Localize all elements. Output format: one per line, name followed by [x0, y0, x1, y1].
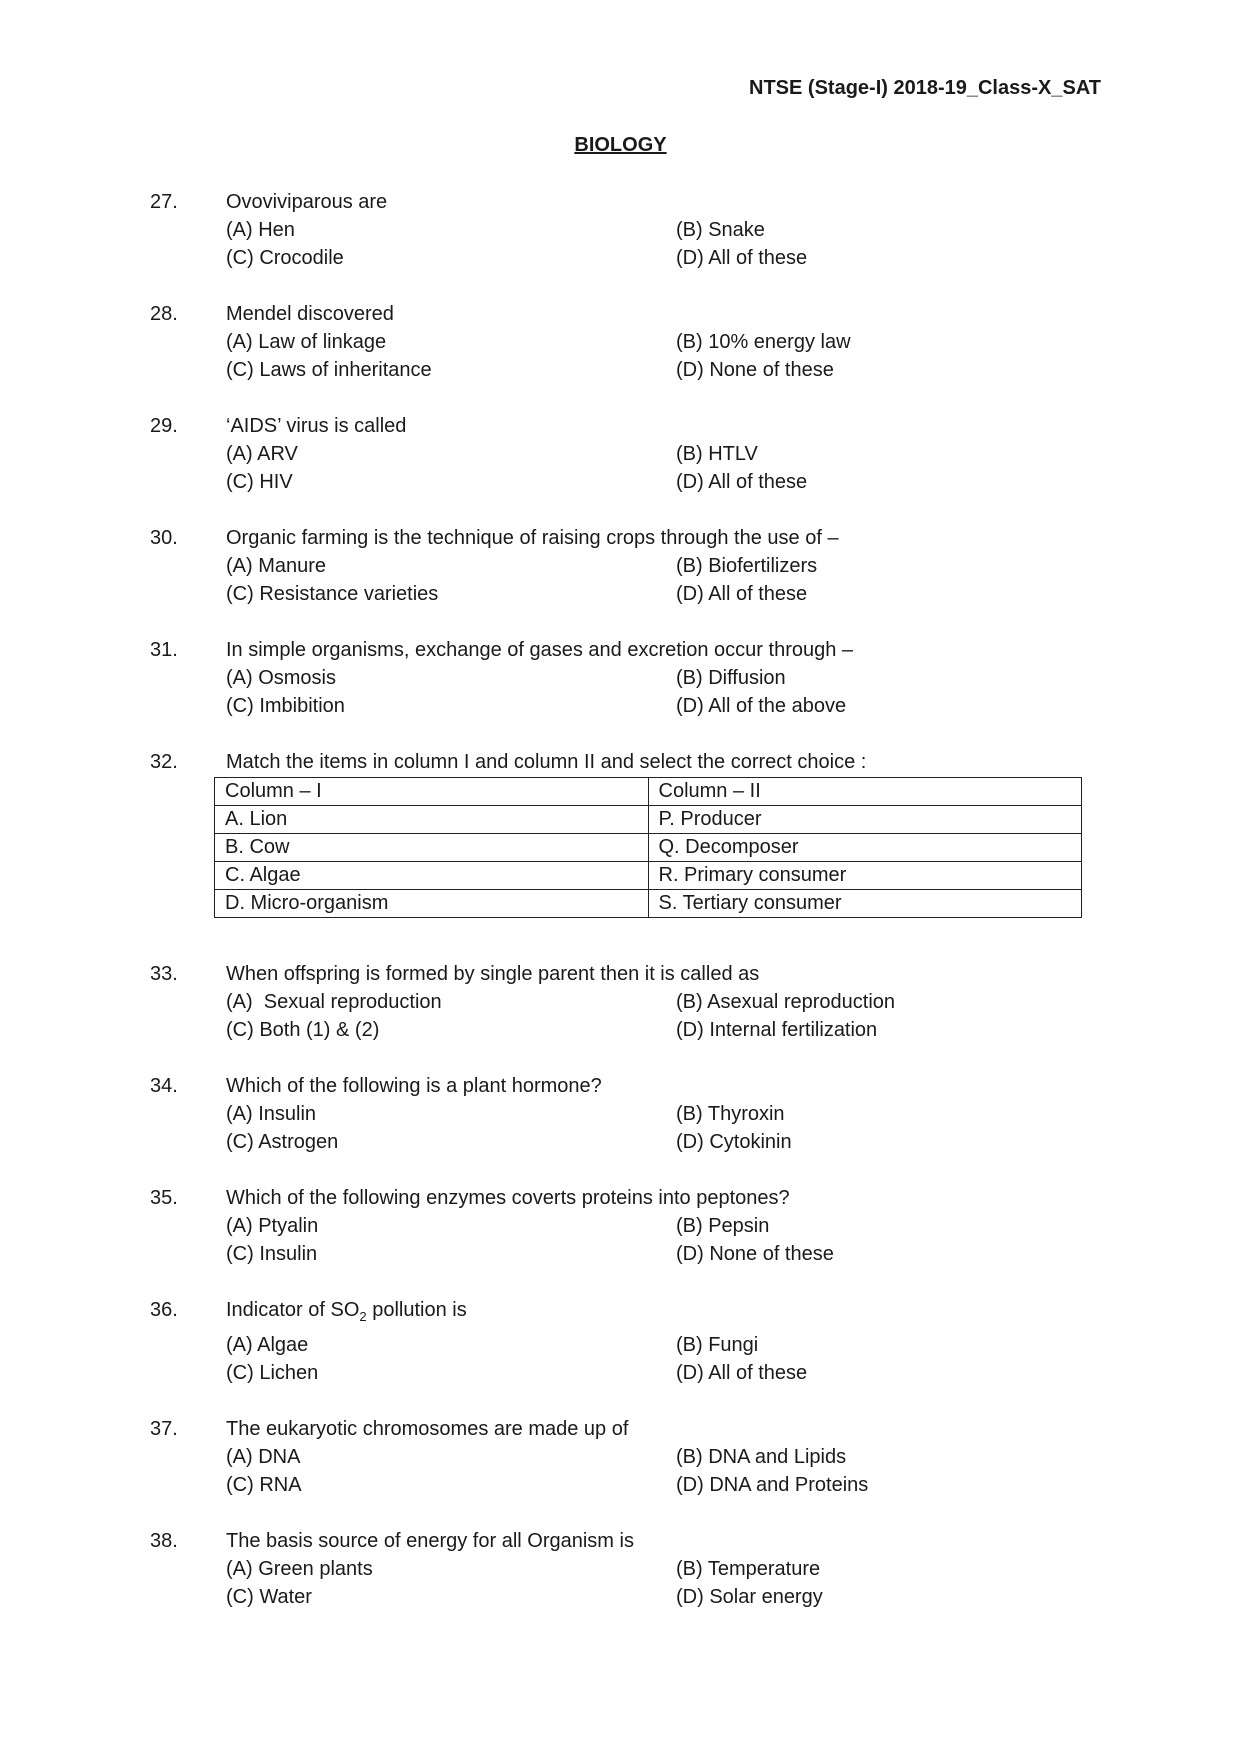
- option: (C) Water: [226, 1586, 312, 1608]
- option: (C) Both (1) & (2): [226, 1019, 380, 1041]
- question: [150, 1296, 1090, 1387]
- table-row: [215, 890, 1082, 918]
- option: (D) None of these: [676, 1243, 834, 1265]
- option: (D) None of these: [676, 359, 834, 381]
- table-header-row: [215, 778, 1082, 806]
- question-number: 30.: [150, 527, 178, 549]
- options: [226, 1443, 1090, 1499]
- page-header: NTSE (Stage-I) 2018-19_Class-X_SAT: [749, 77, 1101, 99]
- options: [226, 1555, 1090, 1611]
- table-cell: R. Primary consumer: [648, 862, 1082, 890]
- question-text: [226, 1296, 1090, 1331]
- table-cell: P. Producer: [648, 806, 1082, 834]
- table-cell: C. Algae: [215, 862, 649, 890]
- option: (A) Green plants: [226, 1558, 373, 1580]
- option: (C) Crocodile: [226, 247, 344, 269]
- question-text: The eukaryotic chromosomes are made up of: [226, 1418, 629, 1440]
- subject-heading: BIOLOGY: [574, 134, 667, 156]
- question-number: 31.: [150, 639, 178, 661]
- option: (B) HTLV: [676, 443, 758, 465]
- question-text: Which of the following is a plant hormone?: [226, 1075, 602, 1097]
- question-text: When offspring is formed by single parent then it is called as: [226, 963, 760, 985]
- option: (A) Osmosis: [226, 667, 336, 689]
- question-number: 36.: [150, 1299, 178, 1321]
- option: (A) Manure: [226, 555, 327, 577]
- option: (D) Solar energy: [676, 1586, 823, 1608]
- question-number: 32.: [150, 751, 178, 773]
- option: (C) RNA: [226, 1474, 302, 1496]
- question-list: [150, 188, 1090, 1639]
- question-number: 34.: [150, 1075, 178, 1097]
- option: (C) Insulin: [226, 1243, 318, 1265]
- option: (A) Law of linkage: [226, 331, 387, 353]
- subject-heading-wrap: [0, 131, 1241, 159]
- table-cell: A. Lion: [215, 806, 649, 834]
- question-text: Organic farming is the technique of raising crops through the use of –: [226, 527, 839, 549]
- question: [150, 524, 1090, 608]
- option: (B) Pepsin: [676, 1215, 770, 1237]
- option: (B) DNA and Lipids: [676, 1446, 847, 1468]
- table-row: [215, 806, 1082, 834]
- match-table: [214, 777, 1082, 918]
- option: (D) DNA and Proteins: [676, 1474, 869, 1496]
- question-number: 33.: [150, 963, 178, 985]
- question: [150, 636, 1090, 720]
- question-number: 28.: [150, 303, 178, 325]
- options: [226, 328, 1090, 384]
- table-cell: D. Micro-organism: [215, 890, 649, 918]
- option: (B) Biofertilizers: [676, 555, 818, 577]
- question-number: 27.: [150, 191, 178, 213]
- option: (C) Resistance varieties: [226, 583, 439, 605]
- question: [150, 1072, 1090, 1156]
- options: [226, 552, 1090, 608]
- question: [150, 300, 1090, 384]
- question: [150, 412, 1090, 496]
- option: (B) Fungi: [676, 1334, 759, 1356]
- option: (C) Imbibition: [226, 695, 345, 717]
- question-number: 38.: [150, 1530, 178, 1552]
- option: (B) Thyroxin: [676, 1103, 785, 1125]
- question-text: In simple organisms, exchange of gases and excretion occur through –: [226, 639, 854, 661]
- question-text: Ovoviviparous are: [226, 191, 388, 213]
- question-number: 35.: [150, 1187, 178, 1209]
- options: [226, 216, 1090, 272]
- question: [150, 960, 1090, 1044]
- option: (B) Temperature: [676, 1558, 821, 1580]
- table-row: [215, 834, 1082, 862]
- question-number: 37.: [150, 1418, 178, 1440]
- question-text: Mendel discovered: [226, 303, 394, 325]
- option: (A) Sexual reproduction: [226, 991, 442, 1013]
- option: (D) Cytokinin: [676, 1131, 792, 1153]
- table-cell: B. Cow: [215, 834, 649, 862]
- options: [226, 440, 1090, 496]
- question: [150, 1184, 1090, 1268]
- option: (C) Astrogen: [226, 1131, 339, 1153]
- match-question: [150, 748, 1090, 918]
- option: (B) 10% energy law: [676, 331, 851, 353]
- question-number: 29.: [150, 415, 178, 437]
- option: (A) Insulin: [226, 1103, 317, 1125]
- table-cell: Column – II: [648, 778, 1082, 806]
- option: (C) Lichen: [226, 1362, 319, 1384]
- question-text: ‘AIDS’ virus is called: [226, 415, 407, 437]
- option: (A) Ptyalin: [226, 1215, 319, 1237]
- question: [150, 1415, 1090, 1499]
- option: (B) Snake: [676, 219, 765, 241]
- option: (A) Hen: [226, 219, 295, 241]
- options: [226, 988, 1090, 1044]
- question-text: Which of the following enzymes coverts proteins into peptones?: [226, 1187, 790, 1209]
- option: (B) Asexual reproduction: [676, 991, 896, 1013]
- option: (A) DNA: [226, 1446, 301, 1468]
- option: (D) All of the above: [676, 695, 847, 717]
- question-text-part: Indicator of SO: [226, 1299, 360, 1321]
- question-text: The basis source of energy for all Organism is: [226, 1530, 634, 1552]
- option: (A) Algae: [226, 1334, 309, 1356]
- question: [150, 1527, 1090, 1611]
- subscript: 2: [359, 1309, 367, 1324]
- option: (D) All of these: [676, 471, 808, 493]
- option: (C) Laws of inheritance: [226, 359, 432, 381]
- options: [226, 1331, 1090, 1387]
- option: (D) All of these: [676, 1362, 808, 1384]
- options: [226, 1212, 1090, 1268]
- options: [226, 664, 1090, 720]
- table-cell: Column – I: [215, 778, 649, 806]
- table-cell: Q. Decomposer: [648, 834, 1082, 862]
- option: (D) Internal fertilization: [676, 1019, 878, 1041]
- option: (D) All of these: [676, 583, 808, 605]
- options: [226, 1100, 1090, 1156]
- question: [150, 188, 1090, 272]
- option: (C) HIV: [226, 471, 293, 493]
- option: (B) Diffusion: [676, 667, 786, 689]
- question-text-part: pollution is: [366, 1299, 467, 1321]
- table-cell: S. Tertiary consumer: [648, 890, 1082, 918]
- option: (D) All of these: [676, 247, 808, 269]
- question-text: Match the items in column I and column II and select the correct choice :: [226, 751, 867, 773]
- table-row: [215, 862, 1082, 890]
- option: (A) ARV: [226, 443, 298, 465]
